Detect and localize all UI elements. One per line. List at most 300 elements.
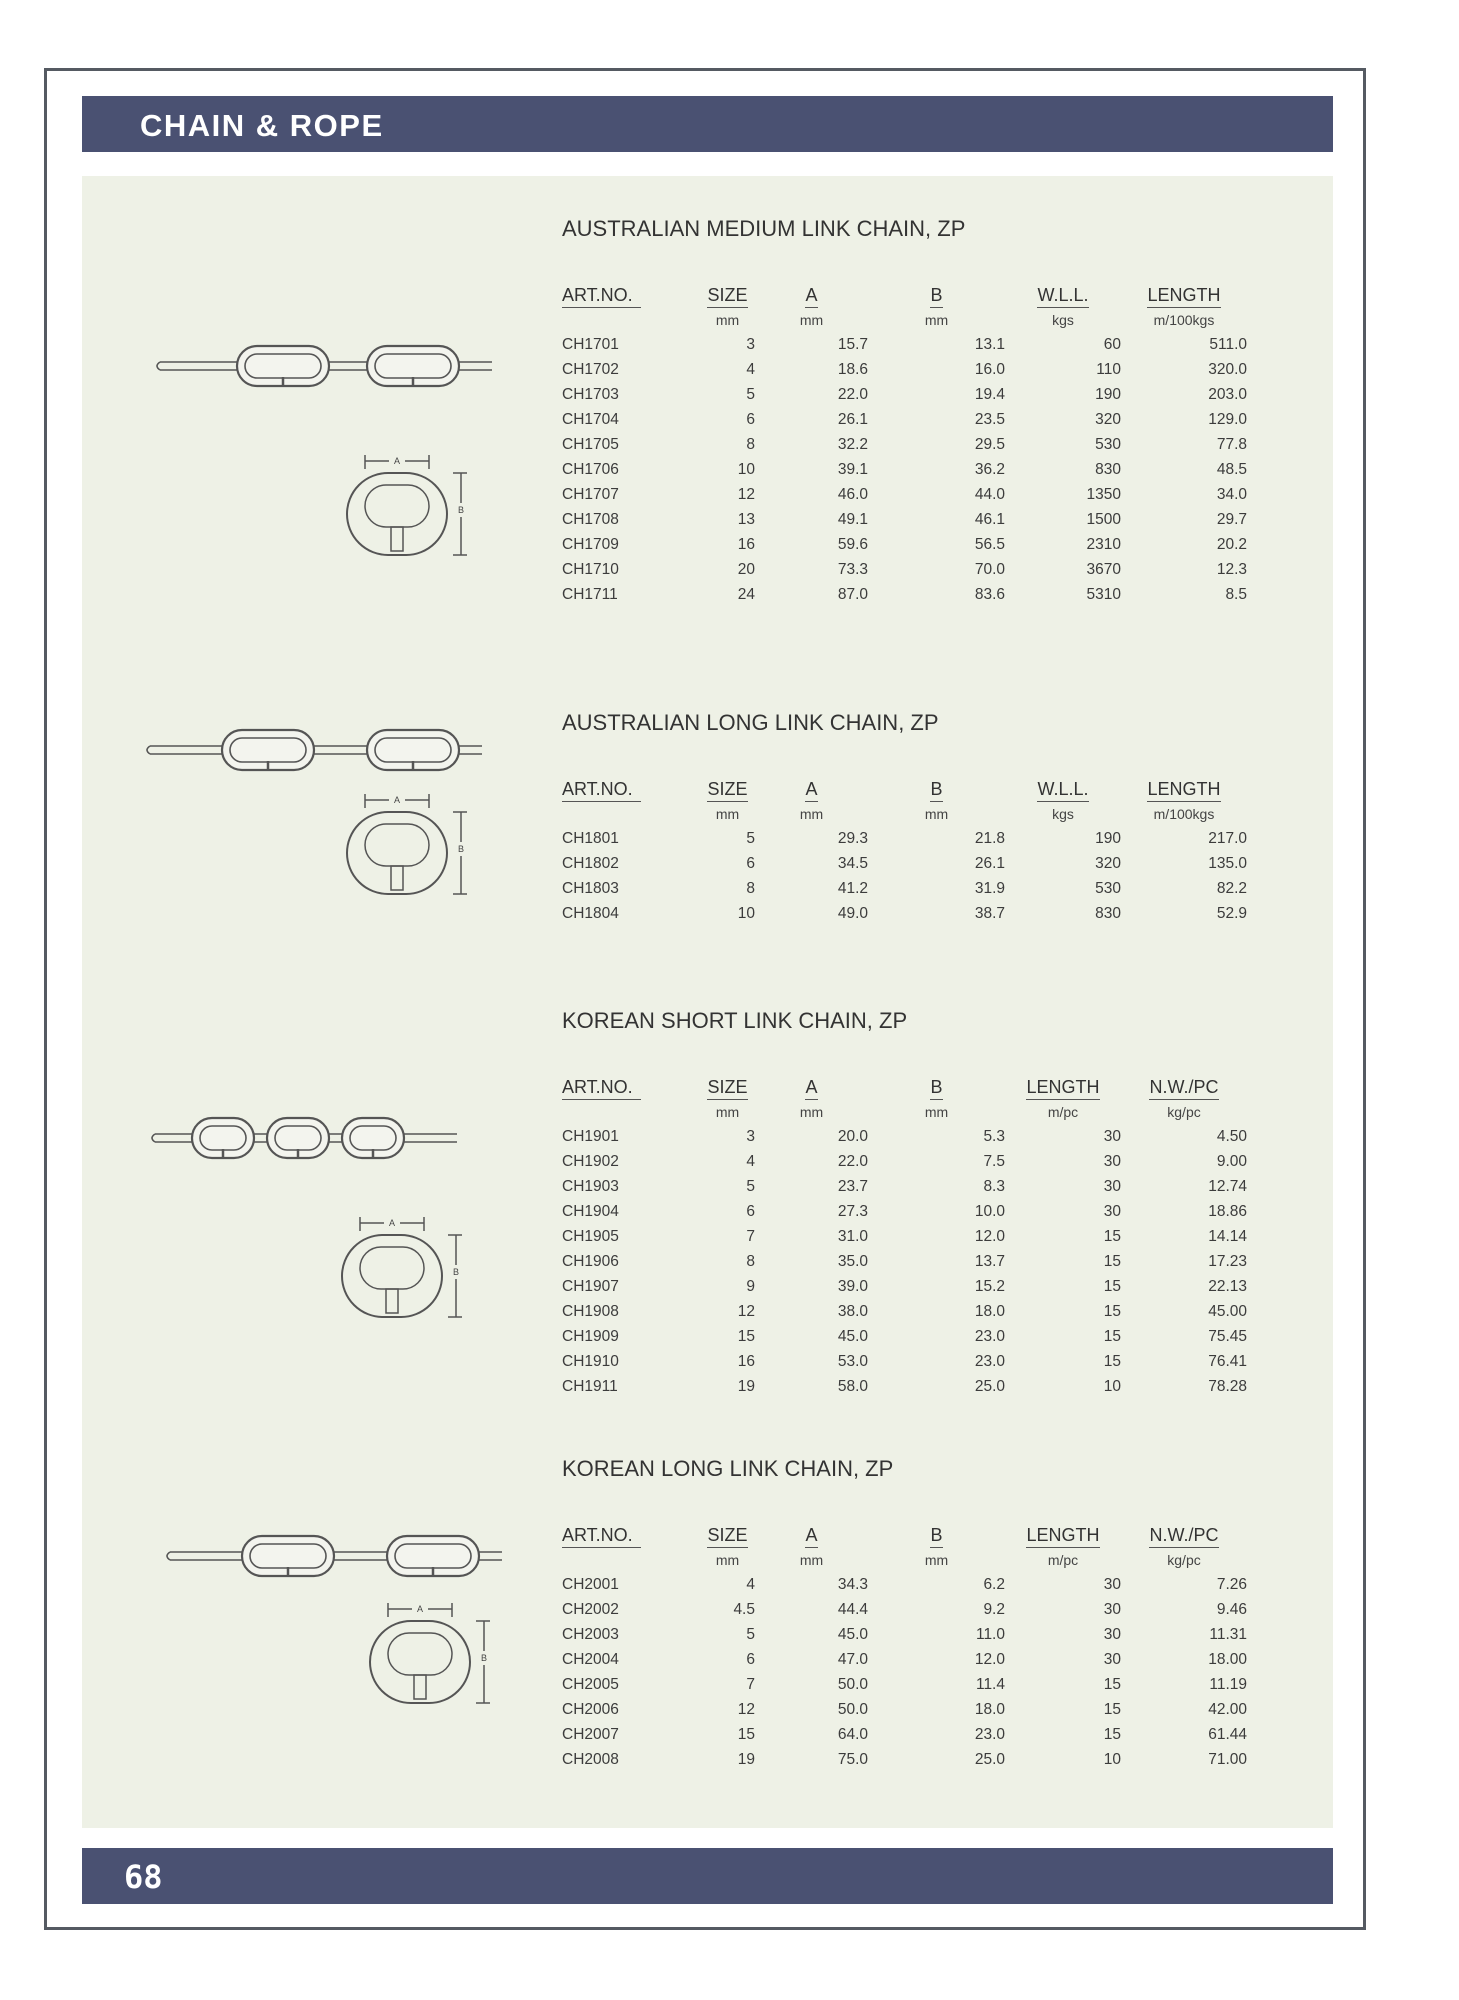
table-units-row xyxy=(562,308,1247,332)
unit-label: mm xyxy=(799,312,824,328)
table-cell: CH1706 xyxy=(562,460,619,478)
table-cell: 9 xyxy=(746,1277,755,1295)
table-cell: 46.1 xyxy=(974,510,1005,528)
unit-label: kgs xyxy=(1052,806,1074,822)
table-cell: 9.2 xyxy=(983,1600,1005,1618)
table-row xyxy=(562,1174,1247,1199)
table-cell: 15 xyxy=(737,1725,755,1743)
table-cell: 5 xyxy=(746,1177,755,1195)
column-header: SIZE xyxy=(707,1525,747,1548)
table-row xyxy=(562,1274,1247,1299)
dimension-a-label: A xyxy=(393,795,401,805)
table-row xyxy=(562,382,1247,407)
table-cell: 15 xyxy=(1103,1725,1121,1743)
table-cell: 4.5 xyxy=(733,1600,755,1618)
table-row xyxy=(562,1249,1247,1274)
table-cell: 23.7 xyxy=(837,1177,868,1195)
table-cell: 7.5 xyxy=(983,1152,1005,1170)
table-cell: 511.0 xyxy=(1209,335,1247,353)
table-cell: CH1902 xyxy=(562,1152,619,1170)
table-cell: CH1709 xyxy=(562,535,619,553)
table-cell: 19 xyxy=(737,1377,755,1395)
column-header: W.L.L. xyxy=(1037,779,1088,802)
unit-label: mm xyxy=(799,806,824,822)
table-cell: 12.74 xyxy=(1208,1177,1247,1195)
table-cell: 5 xyxy=(746,385,755,403)
table-cell: 4.50 xyxy=(1216,1127,1247,1145)
table-cell: 4 xyxy=(746,360,755,378)
table-cell: 49.1 xyxy=(837,510,868,528)
column-header: ART.NO. xyxy=(562,779,641,802)
table-cell: CH2005 xyxy=(562,1675,619,1693)
dimension-a-label: A xyxy=(393,456,401,466)
table-row xyxy=(562,1747,1247,1772)
table-cell: CH1801 xyxy=(562,829,619,847)
section-title: AUSTRALIAN LONG LINK CHAIN, ZP xyxy=(562,710,939,735)
table-cell: 58.0 xyxy=(837,1377,868,1395)
table-cell: 26.1 xyxy=(837,410,868,428)
unit-label: mm xyxy=(924,1552,949,1568)
unit-label: mm xyxy=(715,1104,740,1120)
table-cell: 12 xyxy=(737,485,755,503)
table-cell: 34.5 xyxy=(837,854,868,872)
table-cell: 190 xyxy=(1095,829,1121,847)
table-row xyxy=(562,1299,1247,1324)
column-header: ART.NO. xyxy=(562,1525,641,1548)
table-cell: CH1911 xyxy=(562,1377,618,1395)
table-cell: 135.0 xyxy=(1208,854,1247,872)
table-cell: 60 xyxy=(1103,335,1121,353)
table-cell: 41.2 xyxy=(837,879,868,897)
column-header: LENGTH xyxy=(1026,1525,1099,1548)
table-cell: 2310 xyxy=(1086,535,1121,553)
table-cell: 23.0 xyxy=(974,1352,1005,1370)
table-cell: 11.19 xyxy=(1209,1675,1247,1693)
table-row xyxy=(562,332,1247,357)
table-cell: 10 xyxy=(737,904,755,922)
table-cell: 8 xyxy=(746,435,755,453)
table-cell: 23.0 xyxy=(974,1725,1005,1743)
table-cell: 23.0 xyxy=(974,1327,1005,1345)
unit-label: mm xyxy=(715,1552,740,1568)
dimension-b-label: B xyxy=(480,1653,488,1663)
header-bar xyxy=(82,96,1333,152)
table-cell: 830 xyxy=(1095,904,1121,922)
spec-table xyxy=(562,1074,1247,1399)
page-title: CHAIN & ROPE xyxy=(140,108,384,143)
spec-table xyxy=(562,282,1247,607)
column-header: ART.NO. xyxy=(562,1077,641,1100)
table-cell: 26.1 xyxy=(974,854,1005,872)
table-cell: CH1705 xyxy=(562,435,619,453)
unit-label: kg/pc xyxy=(1167,1104,1201,1120)
table-cell: 9.00 xyxy=(1216,1152,1247,1170)
table-row xyxy=(562,1349,1247,1374)
column-header: B xyxy=(930,779,942,802)
table-cell: 19 xyxy=(737,1750,755,1768)
dimension-a-label: A xyxy=(388,1218,396,1228)
table-cell: 12.0 xyxy=(974,1227,1005,1245)
link-dimension-drawing xyxy=(327,790,477,900)
table-cell: 203.0 xyxy=(1208,385,1247,403)
table-row xyxy=(562,876,1247,901)
table-row xyxy=(562,1324,1247,1349)
table-cell: 50.0 xyxy=(837,1675,868,1693)
table-cell: 1500 xyxy=(1086,510,1121,528)
column-header: ART.NO. xyxy=(562,285,641,308)
unit-label: mm xyxy=(799,1104,824,1120)
column-header: A xyxy=(805,1077,817,1100)
table-cell: 22.0 xyxy=(837,1152,868,1170)
table-cell: 78.28 xyxy=(1208,1377,1247,1395)
table-cell: CH1908 xyxy=(562,1302,619,1320)
table-cell: 12 xyxy=(737,1700,755,1718)
table-cell: 6 xyxy=(746,410,755,428)
dimension-a-label: A xyxy=(416,1604,424,1614)
column-header: N.W./PC xyxy=(1149,1525,1218,1548)
table-units-row xyxy=(562,1548,1247,1572)
table-cell: 6 xyxy=(746,1650,755,1668)
table-cell: 12 xyxy=(737,1302,755,1320)
table-cell: CH1803 xyxy=(562,879,619,897)
table-cell: 44.0 xyxy=(974,485,1005,503)
spec-table xyxy=(562,776,1247,926)
column-header: LENGTH xyxy=(1147,285,1220,308)
table-cell: CH1804 xyxy=(562,904,619,922)
table-cell: 15 xyxy=(1103,1302,1121,1320)
table-cell: CH2003 xyxy=(562,1625,619,1643)
table-cell: 18.0 xyxy=(974,1700,1005,1718)
unit-label: kg/pc xyxy=(1167,1552,1201,1568)
column-header: W.L.L. xyxy=(1037,285,1088,308)
table-cell: CH1708 xyxy=(562,510,619,528)
table-cell: 3 xyxy=(746,1127,755,1145)
table-cell: 11.0 xyxy=(975,1625,1005,1643)
table-cell: 15 xyxy=(1103,1700,1121,1718)
table-cell: 30 xyxy=(1103,1202,1121,1220)
link-dimension-drawing xyxy=(322,1213,472,1323)
table-cell: 24 xyxy=(737,585,755,603)
unit-label: mm xyxy=(924,312,949,328)
table-cell: 23.5 xyxy=(974,410,1005,428)
section-title: KOREAN SHORT LINK CHAIN, ZP xyxy=(562,1008,908,1033)
table-cell: 10 xyxy=(737,460,755,478)
table-cell: 15 xyxy=(1103,1277,1121,1295)
table-cell: CH1704 xyxy=(562,410,619,428)
footer-bar xyxy=(82,1848,1333,1904)
table-cell: 10.0 xyxy=(974,1202,1005,1220)
table-cell: 5.3 xyxy=(983,1127,1005,1145)
dimension-b-label: B xyxy=(452,1267,460,1277)
table-cell: 18.00 xyxy=(1208,1650,1247,1668)
table-row xyxy=(562,532,1247,557)
table-cell: CH1701 xyxy=(562,335,619,353)
table-cell: 29.5 xyxy=(974,435,1005,453)
table-cell: CH1901 xyxy=(562,1127,619,1145)
table-row xyxy=(562,1374,1247,1399)
table-cell: 31.9 xyxy=(974,879,1005,897)
column-header: SIZE xyxy=(707,779,747,802)
table-cell: 11.31 xyxy=(1209,1625,1247,1643)
table-cell: 15.7 xyxy=(837,335,868,353)
table-cell: 13.7 xyxy=(974,1252,1005,1270)
table-cell: 217.0 xyxy=(1208,829,1247,847)
table-cell: 20.0 xyxy=(837,1127,868,1145)
chain-illustration xyxy=(142,720,502,780)
unit-label: m/pc xyxy=(1047,1552,1079,1568)
unit-label xyxy=(562,802,672,826)
table-row xyxy=(562,507,1247,532)
column-header: B xyxy=(930,1077,942,1100)
table-cell: 16 xyxy=(737,1352,755,1370)
table-cell: 8.3 xyxy=(983,1177,1005,1195)
column-header: SIZE xyxy=(707,1077,747,1100)
table-cell: 19.4 xyxy=(974,385,1005,403)
table-row xyxy=(562,1722,1247,1747)
table-row xyxy=(562,482,1247,507)
table-cell: 20 xyxy=(737,560,755,578)
table-cell: 45.0 xyxy=(837,1625,868,1643)
table-header-row xyxy=(562,1074,1247,1100)
unit-label: mm xyxy=(924,1104,949,1120)
table-cell: 5 xyxy=(746,829,755,847)
table-cell: 75.45 xyxy=(1208,1327,1247,1345)
table-header-row xyxy=(562,1522,1247,1548)
link-dimension-drawing xyxy=(350,1599,500,1709)
unit-label: mm xyxy=(715,312,740,328)
table-cell: 83.6 xyxy=(974,585,1005,603)
column-header: LENGTH xyxy=(1026,1077,1099,1100)
table-cell: 10 xyxy=(1103,1750,1121,1768)
table-row xyxy=(562,432,1247,457)
table-cell: 44.4 xyxy=(837,1600,868,1618)
table-cell: 8 xyxy=(746,879,755,897)
table-cell: 4 xyxy=(746,1575,755,1593)
table-cell: 77.8 xyxy=(1216,435,1247,453)
table-cell: CH1703 xyxy=(562,385,619,403)
table-cell: CH2001 xyxy=(562,1575,619,1593)
table-cell: 6 xyxy=(746,854,755,872)
table-cell: CH1907 xyxy=(562,1277,619,1295)
table-cell: 47.0 xyxy=(837,1650,868,1668)
table-cell: 15 xyxy=(1103,1327,1121,1345)
table-cell: CH2002 xyxy=(562,1600,619,1618)
table-cell: 20.2 xyxy=(1216,535,1247,553)
table-cell: 13 xyxy=(737,510,755,528)
unit-label xyxy=(562,1548,672,1572)
table-cell: CH1702 xyxy=(562,360,619,378)
table-cell: 1350 xyxy=(1086,485,1121,503)
table-row xyxy=(562,407,1247,432)
table-row xyxy=(562,1124,1247,1149)
table-cell: 29.3 xyxy=(837,829,868,847)
table-cell: 18.0 xyxy=(974,1302,1005,1320)
table-cell: 129.0 xyxy=(1208,410,1247,428)
table-cell: 34.3 xyxy=(837,1575,868,1593)
column-header: A xyxy=(805,285,817,308)
table-row xyxy=(562,901,1247,926)
section-title: KOREAN LONG LINK CHAIN, ZP xyxy=(562,1456,894,1481)
table-cell: CH1906 xyxy=(562,1252,619,1270)
table-cell: CH1905 xyxy=(562,1227,619,1245)
table-cell: 320.0 xyxy=(1208,360,1247,378)
table-cell: CH1711 xyxy=(562,585,618,603)
table-cell: 45.00 xyxy=(1208,1302,1247,1320)
dimension-b-label: B xyxy=(457,505,465,515)
unit-label: m/100kgs xyxy=(1153,312,1215,328)
table-cell: 30 xyxy=(1103,1127,1121,1145)
table-cell: 8 xyxy=(746,1252,755,1270)
table-cell: 3670 xyxy=(1086,560,1121,578)
table-cell: 39.0 xyxy=(837,1277,868,1295)
table-cell: 4 xyxy=(746,1152,755,1170)
table-units-row xyxy=(562,1100,1247,1124)
chain-illustration xyxy=(162,1526,522,1586)
table-cell: CH1707 xyxy=(562,485,619,503)
unit-label: kgs xyxy=(1052,312,1074,328)
table-cell: 46.0 xyxy=(837,485,868,503)
table-cell: CH1904 xyxy=(562,1202,619,1220)
table-cell: 36.2 xyxy=(974,460,1005,478)
table-header-row xyxy=(562,282,1247,308)
chain-illustration xyxy=(152,336,512,396)
table-cell: 30 xyxy=(1103,1625,1121,1643)
table-row xyxy=(562,1597,1247,1622)
table-row xyxy=(562,826,1247,851)
table-cell: CH2007 xyxy=(562,1725,619,1743)
unit-label: mm xyxy=(715,806,740,822)
table-cell: 530 xyxy=(1095,879,1121,897)
table-cell: 7.26 xyxy=(1216,1575,1247,1593)
table-cell: CH1903 xyxy=(562,1177,619,1195)
table-cell: CH1909 xyxy=(562,1327,619,1345)
column-header: A xyxy=(805,779,817,802)
table-cell: 48.5 xyxy=(1216,460,1247,478)
table-cell: 56.5 xyxy=(974,535,1005,553)
table-cell: 190 xyxy=(1095,385,1121,403)
table-cell: 59.6 xyxy=(837,535,868,553)
table-cell: CH1802 xyxy=(562,854,619,872)
table-cell: CH2006 xyxy=(562,1700,619,1718)
dimension-b-label: B xyxy=(457,844,465,854)
table-cell: 87.0 xyxy=(837,585,868,603)
table-cell: 7 xyxy=(746,1675,755,1693)
table-cell: 14.14 xyxy=(1208,1227,1247,1245)
table-cell: 38.7 xyxy=(974,904,1005,922)
table-row xyxy=(562,557,1247,582)
table-cell: 42.00 xyxy=(1208,1700,1247,1718)
table-cell: 3 xyxy=(746,335,755,353)
table-cell: 52.9 xyxy=(1216,904,1247,922)
table-cell: 75.0 xyxy=(837,1750,868,1768)
page-number: 68 xyxy=(124,1858,163,1896)
table-cell: 110 xyxy=(1096,360,1121,378)
column-header: B xyxy=(930,285,942,308)
table-cell: 8.5 xyxy=(1225,585,1247,603)
table-cell: 30 xyxy=(1103,1600,1121,1618)
unit-label: m/100kgs xyxy=(1153,806,1215,822)
table-cell: 7 xyxy=(746,1227,755,1245)
table-cell: 32.2 xyxy=(837,435,868,453)
column-header: A xyxy=(805,1525,817,1548)
table-cell: 15 xyxy=(737,1327,755,1345)
table-cell: 30 xyxy=(1103,1650,1121,1668)
table-cell: 9.46 xyxy=(1216,1600,1247,1618)
table-row xyxy=(562,1572,1247,1597)
table-row xyxy=(562,357,1247,382)
table-cell: 25.0 xyxy=(974,1750,1005,1768)
table-row xyxy=(562,1672,1247,1697)
table-cell: 15.2 xyxy=(974,1277,1005,1295)
table-cell: 16 xyxy=(737,535,755,553)
table-cell: 22.0 xyxy=(837,385,868,403)
table-cell: 31.0 xyxy=(837,1227,868,1245)
table-cell: 21.8 xyxy=(974,829,1005,847)
table-cell: 70.0 xyxy=(974,560,1005,578)
table-cell: 12.0 xyxy=(974,1650,1005,1668)
table-cell: 35.0 xyxy=(837,1252,868,1270)
table-cell: 320 xyxy=(1095,410,1121,428)
table-row xyxy=(562,1149,1247,1174)
table-units-row xyxy=(562,802,1247,826)
table-cell: 830 xyxy=(1095,460,1121,478)
table-cell: 49.0 xyxy=(837,904,868,922)
table-cell: 15 xyxy=(1103,1675,1121,1693)
table-cell: 29.7 xyxy=(1216,510,1247,528)
spec-table xyxy=(562,1522,1247,1772)
table-cell: 17.23 xyxy=(1208,1252,1247,1270)
section-title: AUSTRALIAN MEDIUM LINK CHAIN, ZP xyxy=(562,216,966,241)
column-header: LENGTH xyxy=(1147,779,1220,802)
table-cell: 13.1 xyxy=(974,335,1005,353)
table-cell: 18.86 xyxy=(1208,1202,1247,1220)
table-cell: 39.1 xyxy=(837,460,868,478)
table-cell: 320 xyxy=(1095,854,1121,872)
table-cell: 16.0 xyxy=(974,360,1005,378)
table-cell: 6 xyxy=(746,1202,755,1220)
table-cell: 30 xyxy=(1103,1152,1121,1170)
table-cell: 30 xyxy=(1103,1177,1121,1195)
column-header: SIZE xyxy=(707,285,747,308)
table-cell: 82.2 xyxy=(1216,879,1247,897)
table-cell: 22.13 xyxy=(1208,1277,1247,1295)
table-cell: 38.0 xyxy=(837,1302,868,1320)
table-cell: 10 xyxy=(1103,1377,1121,1395)
table-cell: CH1910 xyxy=(562,1352,619,1370)
table-cell: 27.3 xyxy=(837,1202,868,1220)
table-row xyxy=(562,582,1247,607)
table-cell: 53.0 xyxy=(837,1352,868,1370)
table-header-row xyxy=(562,776,1247,802)
table-row xyxy=(562,1697,1247,1722)
table-row xyxy=(562,851,1247,876)
table-cell: 15 xyxy=(1103,1252,1121,1270)
unit-label: mm xyxy=(924,806,949,822)
catalog-content xyxy=(82,176,1333,1828)
table-cell: 15 xyxy=(1103,1352,1121,1370)
table-row xyxy=(562,1622,1247,1647)
table-row xyxy=(562,1224,1247,1249)
table-cell: 15 xyxy=(1103,1227,1121,1245)
table-cell: 25.0 xyxy=(974,1377,1005,1395)
table-row xyxy=(562,457,1247,482)
column-header: B xyxy=(930,1525,942,1548)
table-row xyxy=(562,1647,1247,1672)
table-cell: CH1710 xyxy=(562,560,619,578)
table-cell: 11.4 xyxy=(975,1675,1005,1693)
table-cell: 5 xyxy=(746,1625,755,1643)
table-cell: 5310 xyxy=(1086,585,1121,603)
